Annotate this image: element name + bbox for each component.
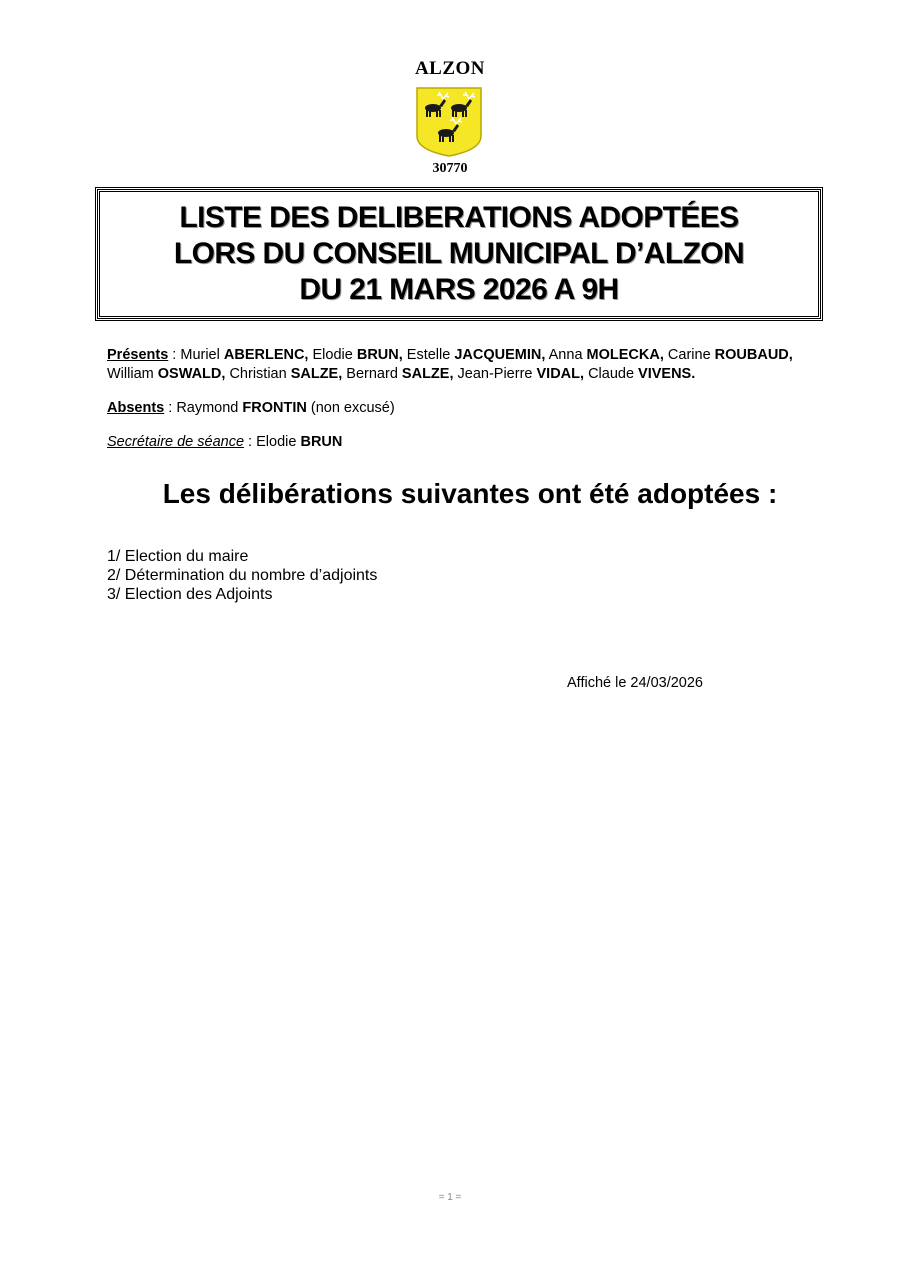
person-3-last: MOLECKA, <box>586 347 664 363</box>
absent-note: (non excusé) <box>306 400 395 416</box>
person-7-first: Bernard <box>346 365 398 382</box>
person-9-first: Claude <box>588 365 635 382</box>
person-5-last: OSWALD, <box>157 365 226 382</box>
title-line-3: DU 21 MARS 2026 A 9H <box>299 273 619 306</box>
person-2-last: JACQUEMIN, <box>454 347 546 363</box>
absents-label: Absents <box>107 400 165 416</box>
deliberation-item: 1/ Election du maire <box>107 548 249 565</box>
absent-first: Raymond <box>176 400 239 416</box>
person-0-first: Muriel <box>180 347 220 363</box>
person-5-first: William <box>107 365 154 382</box>
page-number: = 1 = <box>438 1192 462 1203</box>
secretaire-last: BRUN <box>300 434 343 450</box>
title-line-1: LISTE DES DELIBERATIONS ADOPTÉES <box>179 201 739 234</box>
coat-of-arms-icon <box>415 86 483 158</box>
person-4-last: ROUBAUD, <box>714 347 793 363</box>
secretaire-line <box>107 434 342 450</box>
person-4-first: Carine <box>667 347 711 363</box>
presents-separator: : <box>168 347 181 363</box>
presents-paragraph <box>107 346 837 383</box>
title-line-2: LORS DU CONSEIL MUNICIPAL D’ALZON <box>173 237 745 270</box>
deliberation-item: 2/ Détermination du nombre d’adjoints <box>107 567 378 584</box>
secretaire-label: Secrétaire de séance <box>107 434 245 450</box>
presents-label: Présents <box>107 347 169 363</box>
section-heading: Les délibérations suivantes ont été adoptées : <box>162 478 778 509</box>
person-8-first: Jean-Pierre <box>457 365 533 382</box>
person-7-last: SALZE, <box>401 365 454 382</box>
person-3-first: Anna <box>548 347 583 363</box>
secretaire-separator: : <box>244 434 257 450</box>
person-6-last: SALZE, <box>290 365 343 382</box>
deliberation-item: 3/ Election des Adjoints <box>107 586 273 603</box>
person-8-last: VIDAL, <box>536 365 585 382</box>
header-town: ALZON <box>414 58 486 79</box>
person-6-first: Christian <box>229 365 287 382</box>
absents-separator: : <box>164 400 177 416</box>
person-0-last: ABERLENC, <box>223 347 309 363</box>
person-2-first: Estelle <box>406 347 451 363</box>
presents-list <box>107 347 793 382</box>
person-1-first: Elodie <box>312 347 353 363</box>
absent-last: FRONTIN <box>242 400 307 416</box>
person-9-last: VIVENS. <box>638 365 696 382</box>
person-1-last: BRUN, <box>356 347 403 363</box>
posted-date: Affiché le 24/03/2026 <box>567 675 703 691</box>
secretaire-first: Elodie <box>256 434 297 450</box>
header-zip: 30770 <box>432 161 468 176</box>
absents-line <box>107 400 395 416</box>
title-box <box>97 189 821 319</box>
deliberations-list <box>107 547 377 604</box>
